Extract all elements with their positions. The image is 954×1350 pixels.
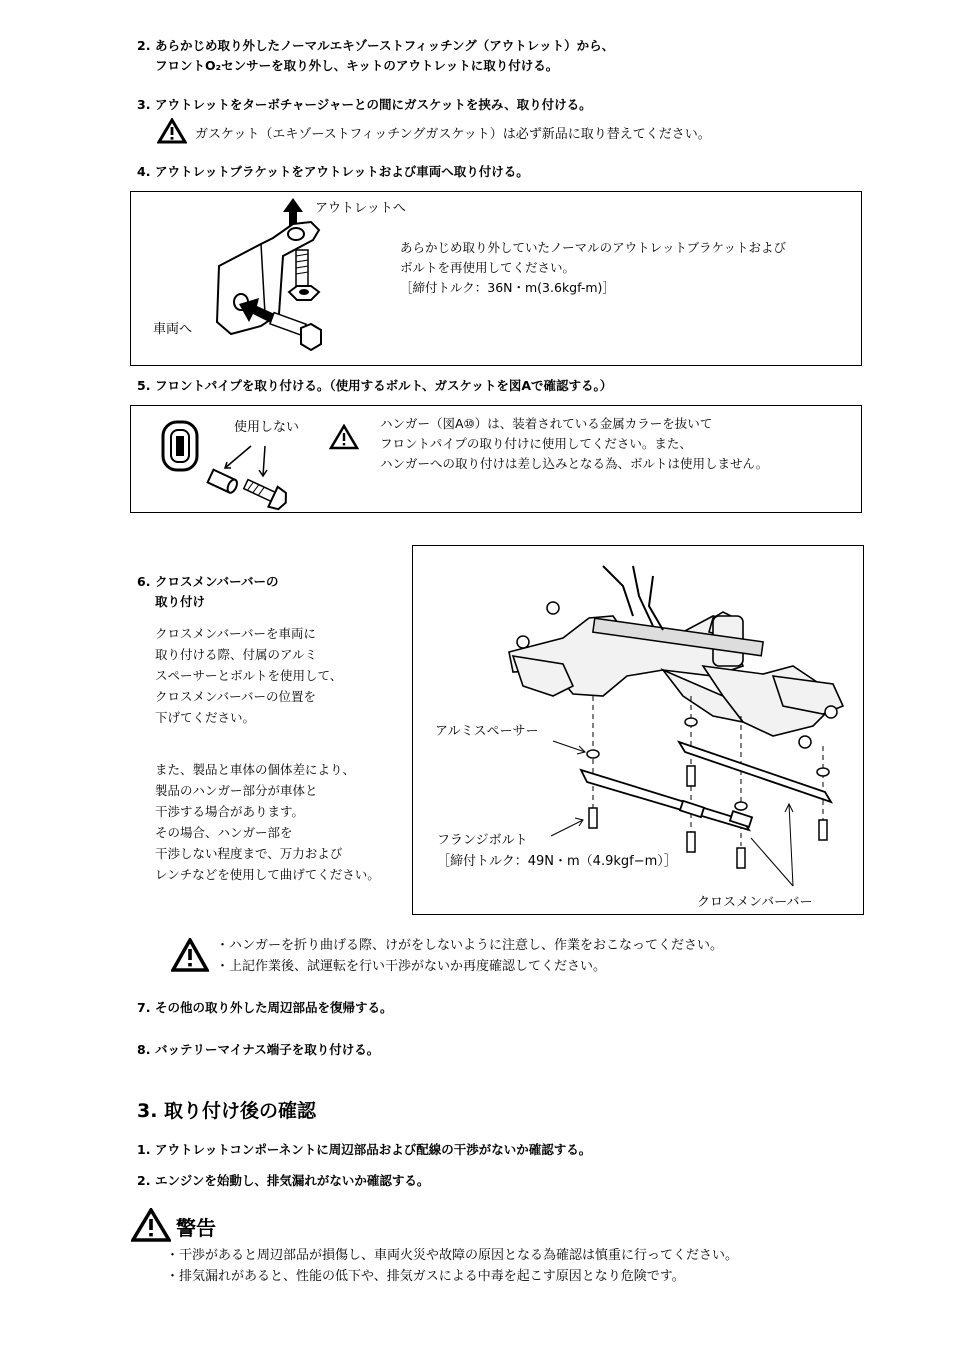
step-text: アウトレットブラケットをアウトレットおよび車両へ取り付ける。 [155,164,529,179]
step-number: 8. [137,1042,151,1057]
paragraph-line: 取り付ける際、付属のアルミ [155,647,318,662]
step-text: あらかじめ取り外したノーマルエキゾーストフィッチング（アウトレット）から、 [155,38,615,53]
step-6-paragraph-2 [155,760,380,886]
check-step-2 [137,1171,429,1191]
warning-icon [157,118,187,144]
step-6-title [137,572,279,612]
step-text: アウトレットをターボチャージャーとの間にガスケットを挟み、取り付ける。 [155,97,592,112]
instruction-line: ハンガー（図A⑩）は、装着されている金属カラーを抜いて [380,416,713,431]
warning-line: ・排気漏れがあると、性能の低下や、排気ガスによる中毒を起こす原因となり危険です。 [166,1269,685,1284]
instruction-line: フロントパイプの取り付けに使用してください。また、 [380,436,692,451]
step-number: 4. [137,164,151,179]
vehicle-label: 車両へ [153,322,193,337]
step-text: フロントO₂センサーを取り外し、キットのアウトレットに取り付ける。 [155,58,559,73]
bracket-figure-box [130,191,862,366]
bracket-illustration [201,194,421,364]
warning-icon [131,1208,171,1242]
bolt-torque-label: ［締付トルク：49N・m（4.9kgf−m）］ [437,854,677,869]
flange-bolt-label: フランジボルト [437,833,528,848]
step-title-line: クロスメンバーバーの [155,574,279,589]
gasket-warning: ガスケット（エキゾーストフィッチングガスケット）は必ず新品に取り替えてください。 [195,127,711,142]
step-text: アウトレットコンポーネントに周辺部品および配線の干渉がないか確認する。 [155,1142,592,1157]
warning-icon [329,424,359,450]
instruction-line: ボルトを再使用してください。 [400,260,576,275]
instruction-line: あらかじめ取り外していたノーマルのアウトレットブラケットおよび [400,240,787,255]
step-number: 7. [137,1000,151,1015]
paragraph-line: 干渉する場合があります。 [155,804,305,819]
step-2 [137,36,614,76]
hanger-bending-warning [216,936,723,978]
paragraph-line: また、製品と車体の個体差により、 [155,762,356,777]
step-6-paragraph-1 [155,624,342,729]
step-text: バッテリーマイナス端子を取り付ける。 [155,1042,380,1057]
step-number: 1. [137,1142,151,1157]
warning-icon [171,938,209,972]
step-text: フロントパイプを取り付ける。（使用するボルト、ガスケットを図Aで確認する。） [155,378,613,393]
unused-label: 使用しない [234,420,300,435]
step-5 [137,376,612,396]
step-text: その他の取り外した周辺部品を復帰する。 [155,1000,393,1015]
step-8 [137,1040,379,1060]
warning-line: ・ハンガーを折り曲げる際、けがをしないように注意し、作業をおこなってください。 [216,938,724,953]
step-4 [137,162,529,182]
hanger-figure-box [130,405,862,513]
step-7 [137,998,393,1018]
step-text: エンジンを始動し、排気漏れがないか確認する。 [155,1173,430,1188]
crossmember-figure-box [412,545,864,915]
step-title-line: 取り付け [155,594,206,609]
step-number: 5. [137,378,151,393]
paragraph-line: スペーサーとボルトを使用して、 [155,668,343,683]
bracket-instructions [400,238,786,298]
instruction-line: ハンガーへの取り付けは差し込みとなる為、ボルトは使用しません。 [380,456,769,471]
hanger-instructions [380,414,768,474]
step-number: 2. [137,38,151,53]
warning-line: ・上記作業後、試運転を行い干渉がないか再度確認してください。 [216,959,607,974]
paragraph-line: 製品のハンガー部分が車体と [155,783,318,798]
spacer-label: アルミスペーサー [435,724,539,739]
torque-spec: ［締付トルク：36N・m(3.6kgf-m)］ [400,280,615,295]
warning-line: ・干渉があると周辺部品が損傷し、車両火災や故障の原因となる為確認は慎重に行ってください。 [166,1248,739,1263]
paragraph-line: クロスメンバーバーの位置を [155,689,317,704]
paragraph-line: クロスメンバーバーを車両に [155,626,317,641]
paragraph-line: その場合、ハンガー部を [155,825,293,840]
step-3 [137,95,592,115]
check-step-1 [137,1140,591,1160]
step-number: 2. [137,1173,151,1188]
paragraph-line: 干渉しない程度まで、万力および [155,846,343,861]
step-number: 3. [137,97,151,112]
step-number: 6. [137,574,151,589]
paragraph-line: レンチなどを使用して曲げてください。 [155,867,380,882]
arrow-label-outlet: アウトレットへ [315,201,406,216]
warning-title: 警告 [176,1216,216,1240]
section-3-title: 3. 取り付け後の確認 [137,1100,317,1122]
crossmember-bar-label: クロスメンバーバー [697,895,813,910]
paragraph-line: 下げてください。 [155,710,256,725]
final-warning [166,1246,738,1288]
